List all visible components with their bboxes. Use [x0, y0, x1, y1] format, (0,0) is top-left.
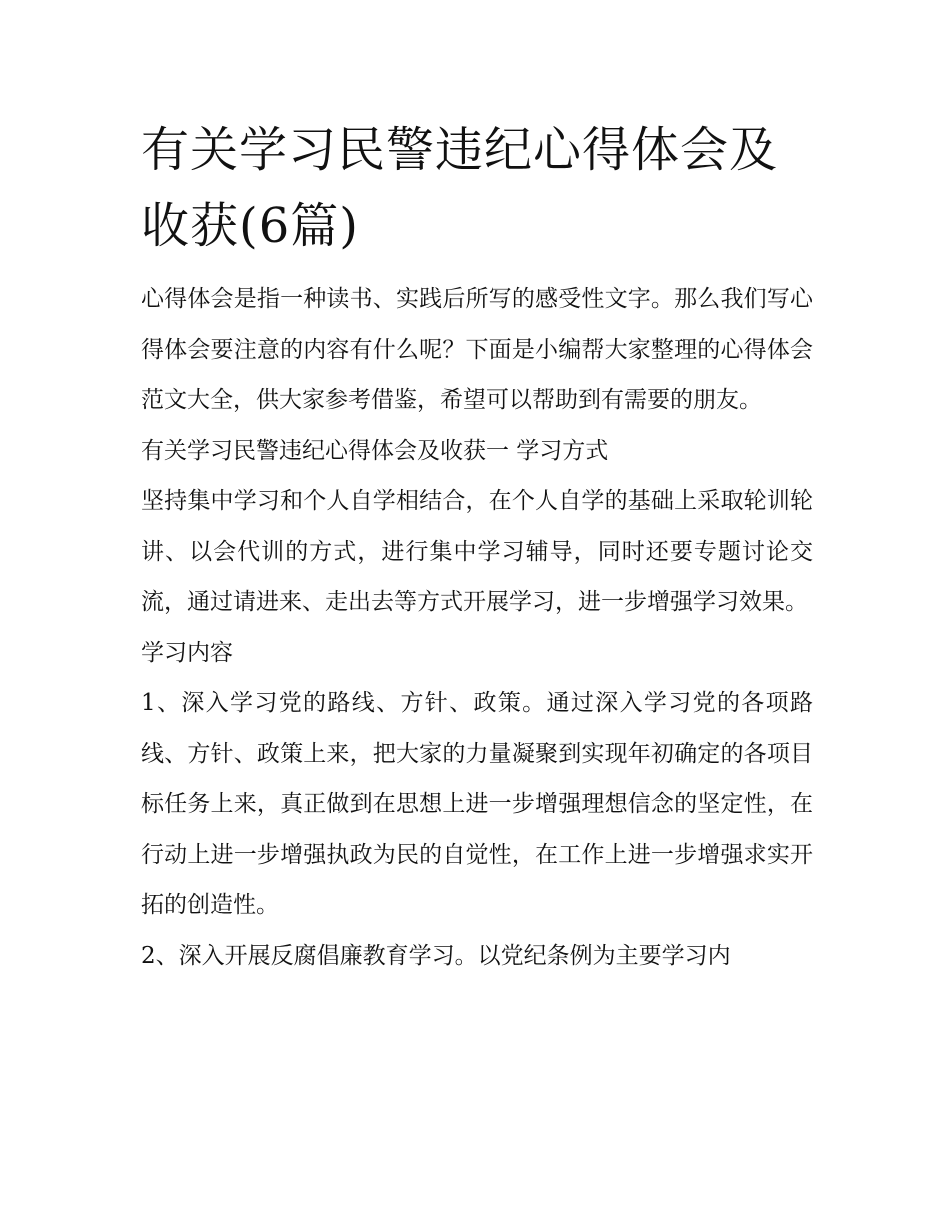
study-method-paragraph: 坚持集中学习和个人自学相结合，在个人自学的基础上采取轮训轮讲、以会代训的方式，进行集中学习辅导，同时还要专题讨论交流，通过请进来、走出去等方式开展学习，进一步增强学习效果。: [141, 488, 813, 615]
section-heading-study-method: 有关学习民警违纪心得体会及收获一 学习方式: [141, 437, 609, 464]
study-content-item-1: 1、深入学习党的路线、方针、政策。通过深入学习党的各项路线、方针、政策上来，把大家的力量凝聚到实现年初确定的各项目标任务上来，真正做到在思想上进一步增强理想信念的坚定性，在行动上进一步增强执政为民的自觉性，在工作上进一步增强求实开拓的创造性。: [141, 690, 813, 918]
study-content-item-2: 2、深入开展反腐倡廉教育学习。以党纪条例为主要学习内: [141, 942, 731, 969]
section-heading-study-content: 学习内容: [141, 639, 233, 666]
document-title: 有关学习民警违纪心得体会及收获(6篇): [141, 122, 779, 254]
intro-paragraph: 心得体会是指一种读书、实践后所写的感受性文字。那么我们写心得体会要注意的内容有什么呢？下面是小编帮大家整理的心得体会范文大全，供大家参考借鉴，希望可以帮助到有需要的朋友。: [141, 286, 813, 413]
document-body: [141, 112, 813, 981]
